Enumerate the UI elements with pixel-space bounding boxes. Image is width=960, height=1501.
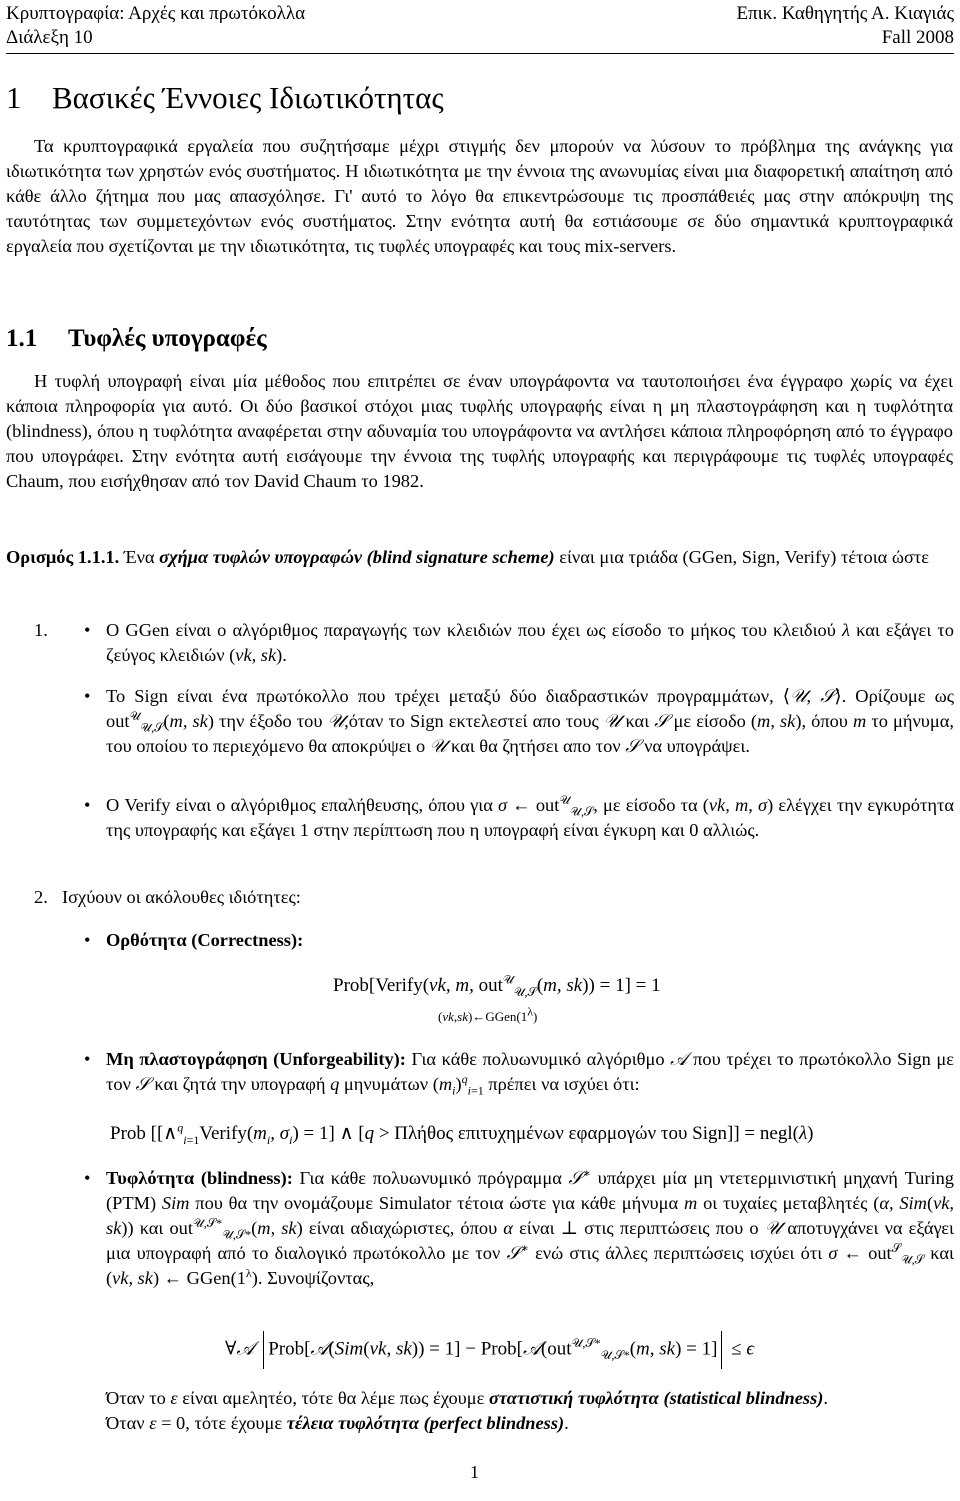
closing-paragraph: Όταν το ε είναι αμελητέο, τότε θα λέμε πως έχουμε στατιστική τυφλότητα (statistical blindness). Όταν ε = 0, τότε έχουμε τέλεια τυφλότητα (perfect blindness). xyxy=(106,1388,828,1433)
enum-number-1: 1. xyxy=(34,620,48,640)
subsection-heading xyxy=(6,323,267,355)
bullet-icon: • xyxy=(84,1049,91,1069)
bullet-icon: • xyxy=(84,1168,91,1188)
bullet-icon: • xyxy=(84,795,91,815)
definition-term: σχήμα τυφλών υπογραφών (blind signature scheme) xyxy=(159,547,555,567)
bullet-icon: • xyxy=(84,930,91,950)
lecture-number: Διάλεξη 10 xyxy=(6,27,93,48)
enum-number-2: 2. xyxy=(34,887,48,907)
bullet-icon: • xyxy=(84,686,91,706)
term: Fall 2008 xyxy=(881,27,954,48)
list-item-blindness: • Τυφλότητα (blindness): Για κάθε πολυωνυμικό πρόγραμμα 𝒮∗ υπάρχει μία μη ντετερμινιστική μηχανή Turing (PTM) Sim που θα την ονομάζουμε Simulator τέτοια ώστε για κάθε μήνυμα m οι τυχαίες μεταβλητές (α, Sim(vk, sk)) και out$^{𝒰,𝒮*}_{𝒰,𝒮*}$(m, sk) είναι αδιαχώριστες, όπου α είναι ⊥ στις περιπτώσεις που ο 𝒰 αποτυγχάνει να εξάγει μια υπογραφή από το διαλογικό πρωτόκολλο με τον 𝒮∗ ενώ στις άλλες περιπτώσεις ισχύει ότι σ ← out$^𝒮_{𝒰,𝒮}$ και (vk, sk) ← $GGen(1^\lambda)$. Συνοψίζοντας, xyxy=(84,1165,955,1288)
instructor-name: Επικ. Καθηγητής Α. Κιαγιάς xyxy=(736,3,954,24)
abs-bar-left xyxy=(263,1331,264,1369)
list-item-ggen: • Ο GGen είναι ο αλγόριθμος παραγωγής των κλειδιών που έχει ως είσοδο το μήκος του κλειδιού λ και εξάγει το ζεύγος κλειδιών (vk, sk). xyxy=(84,620,954,665)
list-item-sign: • Το Sign είναι ένα πρωτόκολλο που τρέχει μεταξύ δύο διαδραστικών προγραμμάτων, ⟨𝒰, 𝒮⟩. Ορίζουμε ως out$^𝒰_{𝒰,𝒮}$(m, sk) την έξοδο του 𝒰,όταν το Sign εκτελεστεί απο τους 𝒰 και 𝒮 με είσοδο (m, sk), όπου m το μήνυμα, του οποίου το περιεχόμενο θα αποκρύψει ο 𝒰 και θα ζητήσει απο τον 𝒮 να υπογράψει. xyxy=(84,686,954,756)
definition-label: Ορισμός 1.1.1. xyxy=(6,547,120,567)
enum-text-2: Ισχύουν οι ακόλουθες ιδιότητες: xyxy=(62,887,301,907)
page-number: 1 xyxy=(470,1462,479,1482)
list-item-verify: • Ο Verify είναι ο αλγόριθμος επαλήθευσης, όπου για σ ← out$^𝒰_{𝒰,𝒮}$, με είσοδο τα (vk, m, σ) ελέγχει την εγκυρότητα της υπογραφής και εξάγει 1 στην περίπτωση που η υπογραφή είναι έγκυρη και 0 αλλιώς. xyxy=(84,792,954,840)
section-heading xyxy=(6,80,444,116)
subsection-title: Τυφλές υπογραφές xyxy=(68,325,267,352)
definition-post: είναι μια τριάδα (GGen, Sign, Verify) τέτοια ώστε xyxy=(559,547,930,567)
equation-correctness: Prob[Verify(vk, m, out$^𝒰_{𝒰,𝒮}$(m, sk)) = 1] = 1 xyxy=(333,972,661,999)
equation-blindness: ∀𝒜 Prob[𝒜(Sim(vk, sk)) = 1] − Prob[𝒜(out$^{𝒰,𝒮*}_{𝒰,𝒮*}$(m, sk) = 1] ≤ ϵ xyxy=(225,1331,754,1369)
equation-correctness-subscript: $(vk,sk)\leftarrow GGen(1^\lambda)$ xyxy=(438,1004,538,1024)
course-title: Κρυπτογραφία: Αρχές και πρωτόκολλα xyxy=(6,3,306,24)
section-title: Βασικές Έννοιες Ιδιωτικότητας xyxy=(52,80,444,115)
subsection-body: Η τυφλή υπογραφή είναι μία μέθοδος που επιτρέπει σε έναν υπογράφοντα να ταυτοποιήσει ένα έγγραφο χωρίς να έχει κάποια πληροφορία για αυτό. Οι δύο βασικοί στόχοι μιας τυφλής υπογραφής είναι η μη πλαστογράφηση και η τυφλότητα (blindness), όπου η τυφλότητα αναφέρεται στην αδυναμία του υπογράφοντα να αντλήσει κάποια πληροφόρηση από το έγγραφο που υπογράφει. Στην ενότητα αυτή εισάγουμε την έννοια της τυφλής υπογραφής και περιγράφουμε τις τυφλές υπογραφές Chaum, που εισήχθησαν από τον David Chaum το 1982. xyxy=(6,371,953,491)
equation-unforgeability: Prob [[$\wedge^q_{i=1}Verify(m_i$, $\sigma_i) = 1$] ∧ [q > Πλήθος επιτυχημένων εφαρμογών του Sign]] = negl(λ) xyxy=(110,1120,814,1147)
list-item-correctness: • Ορθότητα (Correctness): xyxy=(106,928,954,953)
section-number: 1 xyxy=(6,80,22,115)
abs-bar-right xyxy=(721,1331,722,1369)
section-intro: Τα κρυπτογραφικά εργαλεία που συζητήσαμε μέχρι στιγμής δεν μπορούν να λύσουν το πρόβλημα της ανάγκης για ιδιωτικότητα των χρηστών ενός συστήματος. Η ιδιωτικότητα με την έννοια της ανωνυμίας είναι μια διαφορετική απαίτηση από κάθε άλλο ζήτημα που μας απασχόλησε. Γι' αυτό το λόγο θα επικεντρώσουμε τις προσπάθειές μας στην απόκρυψη της ταυτότητας των συμμετεχόντων ενός συστήματος. Στην ενότητα αυτή θα εστιάσουμε σε δύο σημαντικά κρυπτογραφικά εργαλεία που σχετίζονται με την ιδιωτικότητα, τις τυφλές υπογραφές και τους mix-servers. xyxy=(6,136,953,256)
definition-pre: Ένα xyxy=(123,547,155,567)
subsection-number: 1.1 xyxy=(6,325,38,352)
bullet-icon: • xyxy=(84,620,91,640)
definition-paragraph xyxy=(6,545,953,570)
header-rule xyxy=(6,53,954,54)
list-item-unforgeability: • Μη πλαστογράφηση (Unforgeability): Για κάθε πολυωνυμικό αλγόριθμο 𝒜 που τρέχει το πρωτόκολλο Sign με τον 𝒮 και ζητά την υπογραφή q μηνυμάτων $(m_i)^q_{i=1}$ πρέπει να ισχύει ότι: xyxy=(84,1049,954,1098)
